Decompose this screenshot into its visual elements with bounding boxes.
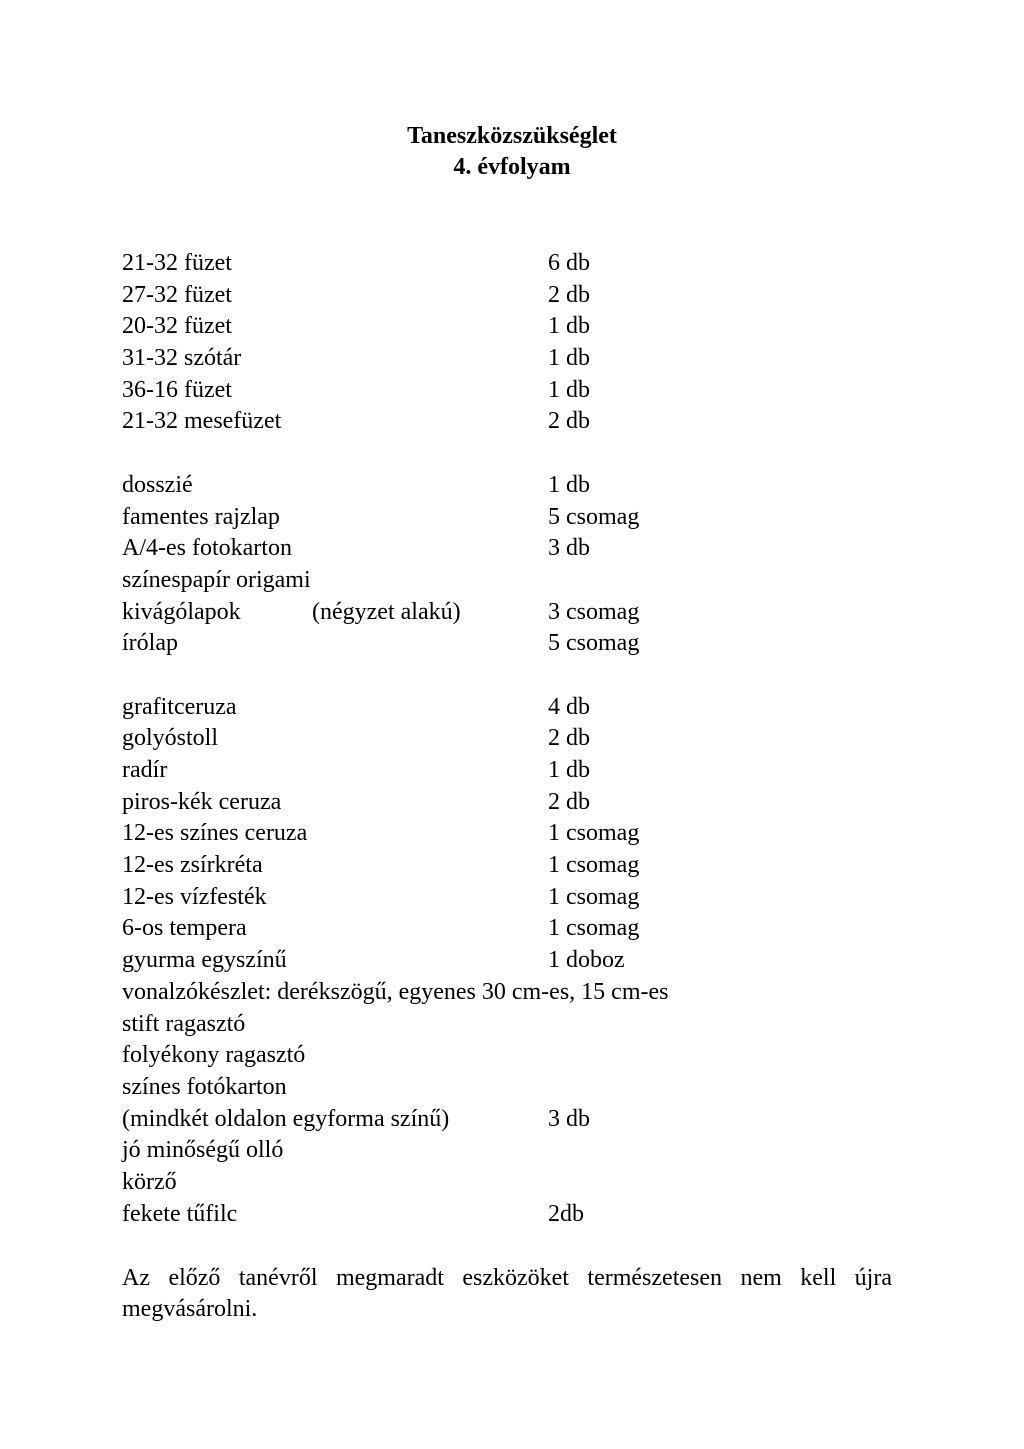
list-item	[122, 1167, 922, 1199]
item-name: 12-es vízfesték	[122, 883, 267, 910]
item-quantity: 1 db	[548, 313, 590, 340]
list-item	[122, 723, 922, 755]
item-name: vonalzókészlet: derékszögű, egyenes 30 cm-es, 15 cm-es	[122, 978, 669, 1005]
list-item	[122, 945, 922, 977]
list-item	[122, 913, 922, 945]
list-item	[122, 1040, 922, 1072]
item-name: 12-es színes ceruza	[122, 820, 308, 847]
item-quantity: 2 db	[548, 281, 590, 308]
item-name: folyékony ragasztó	[122, 1042, 306, 1069]
item-name: 36-16 füzet	[122, 376, 232, 403]
item-quantity: 1 doboz	[548, 947, 625, 974]
item-quantity: 3 db	[548, 535, 590, 562]
item-name: grafitceruza	[122, 693, 237, 720]
list-item	[122, 470, 922, 502]
item-name: kivágólapok	[122, 598, 241, 625]
item-quantity: 4 db	[548, 693, 590, 720]
item-quantity: 6 db	[548, 250, 590, 276]
list-item	[122, 343, 922, 375]
item-quantity: 2 db	[548, 788, 590, 815]
item-name: 21-32 mesefüzet	[122, 408, 282, 435]
list-item	[122, 533, 922, 565]
item-name: golyóstoll	[122, 725, 219, 752]
item-name: körző	[122, 1168, 177, 1195]
list-item	[122, 755, 922, 787]
item-quantity: 2 db	[548, 725, 590, 752]
item-name: színes fotókarton	[122, 1073, 287, 1100]
document-title: Taneszközszükséglet	[407, 123, 617, 149]
item-name: radír	[122, 757, 168, 783]
list-item	[122, 628, 922, 660]
list-item	[122, 565, 922, 597]
list-item	[122, 787, 922, 819]
item-quantity: 1 db	[548, 345, 590, 372]
list-item	[122, 1135, 922, 1167]
item-quantity: 2db	[548, 1200, 584, 1227]
item-quantity: 3 csomag	[548, 598, 640, 625]
item-name: színespapír origami	[122, 566, 311, 593]
item-name: 6-os tempera	[122, 915, 247, 942]
item-name: 31-32 szótár	[122, 345, 242, 372]
item-name: stift ragasztó	[122, 1010, 246, 1037]
list-item	[122, 280, 922, 312]
list-item	[122, 977, 922, 1009]
item-name: fekete tűfilc	[122, 1200, 238, 1227]
list-item	[122, 311, 922, 343]
item-name: 27-32 füzet	[122, 281, 232, 308]
group-spacer	[122, 660, 922, 692]
item-quantity: 1 db	[548, 376, 590, 403]
item-quantity: 5 csomag	[548, 630, 640, 657]
list-item	[122, 406, 922, 438]
list-item	[122, 692, 922, 724]
item-name: (mindkét oldalon egyforma színű)	[122, 1105, 450, 1132]
list-item	[122, 248, 922, 280]
item-quantity: 1 db	[548, 757, 590, 783]
supply-list	[122, 248, 922, 1230]
item-quantity: 5 csomag	[548, 503, 640, 530]
list-item	[122, 1009, 922, 1041]
item-quantity: 3 db	[548, 1105, 590, 1132]
item-name: piros-kék ceruza	[122, 788, 282, 815]
item-name: famentes rajzlap	[122, 503, 280, 530]
item-name: 20-32 füzet	[122, 313, 232, 340]
item-quantity: 1 csomag	[548, 915, 640, 942]
item-quantity: 1 csomag	[548, 820, 640, 847]
list-item	[122, 502, 922, 534]
item-name: A/4-es fotokarton	[122, 535, 292, 562]
item-name: jó minőségű olló	[122, 1137, 284, 1164]
item-quantity: 1 csomag	[548, 883, 640, 910]
list-item	[122, 375, 922, 407]
list-item	[122, 1072, 922, 1104]
list-item	[122, 850, 922, 882]
list-item	[122, 882, 922, 914]
item-name: gyurma egyszínű	[122, 947, 287, 974]
list-item	[122, 818, 922, 850]
list-item	[122, 1199, 922, 1231]
list-item	[122, 1104, 922, 1136]
item-quantity: 1 db	[548, 471, 590, 498]
item-note: (négyzet alakú)	[312, 598, 461, 625]
item-name: dosszié	[122, 471, 193, 498]
footer-note: Az előző tanévről megmaradt eszközöket természetesen nem kell újra megvásárolni.	[122, 1265, 892, 1322]
group-spacer	[122, 438, 922, 470]
item-name: 12-es zsírkréta	[122, 852, 263, 879]
document-subtitle: 4. évfolyam	[453, 154, 571, 180]
document-header	[0, 121, 1024, 183]
item-quantity: 1 csomag	[548, 852, 640, 879]
list-item	[122, 597, 922, 629]
item-quantity: 2 db	[548, 408, 590, 435]
item-name: írólap	[122, 630, 178, 657]
item-name: 21-32 füzet	[122, 250, 232, 276]
